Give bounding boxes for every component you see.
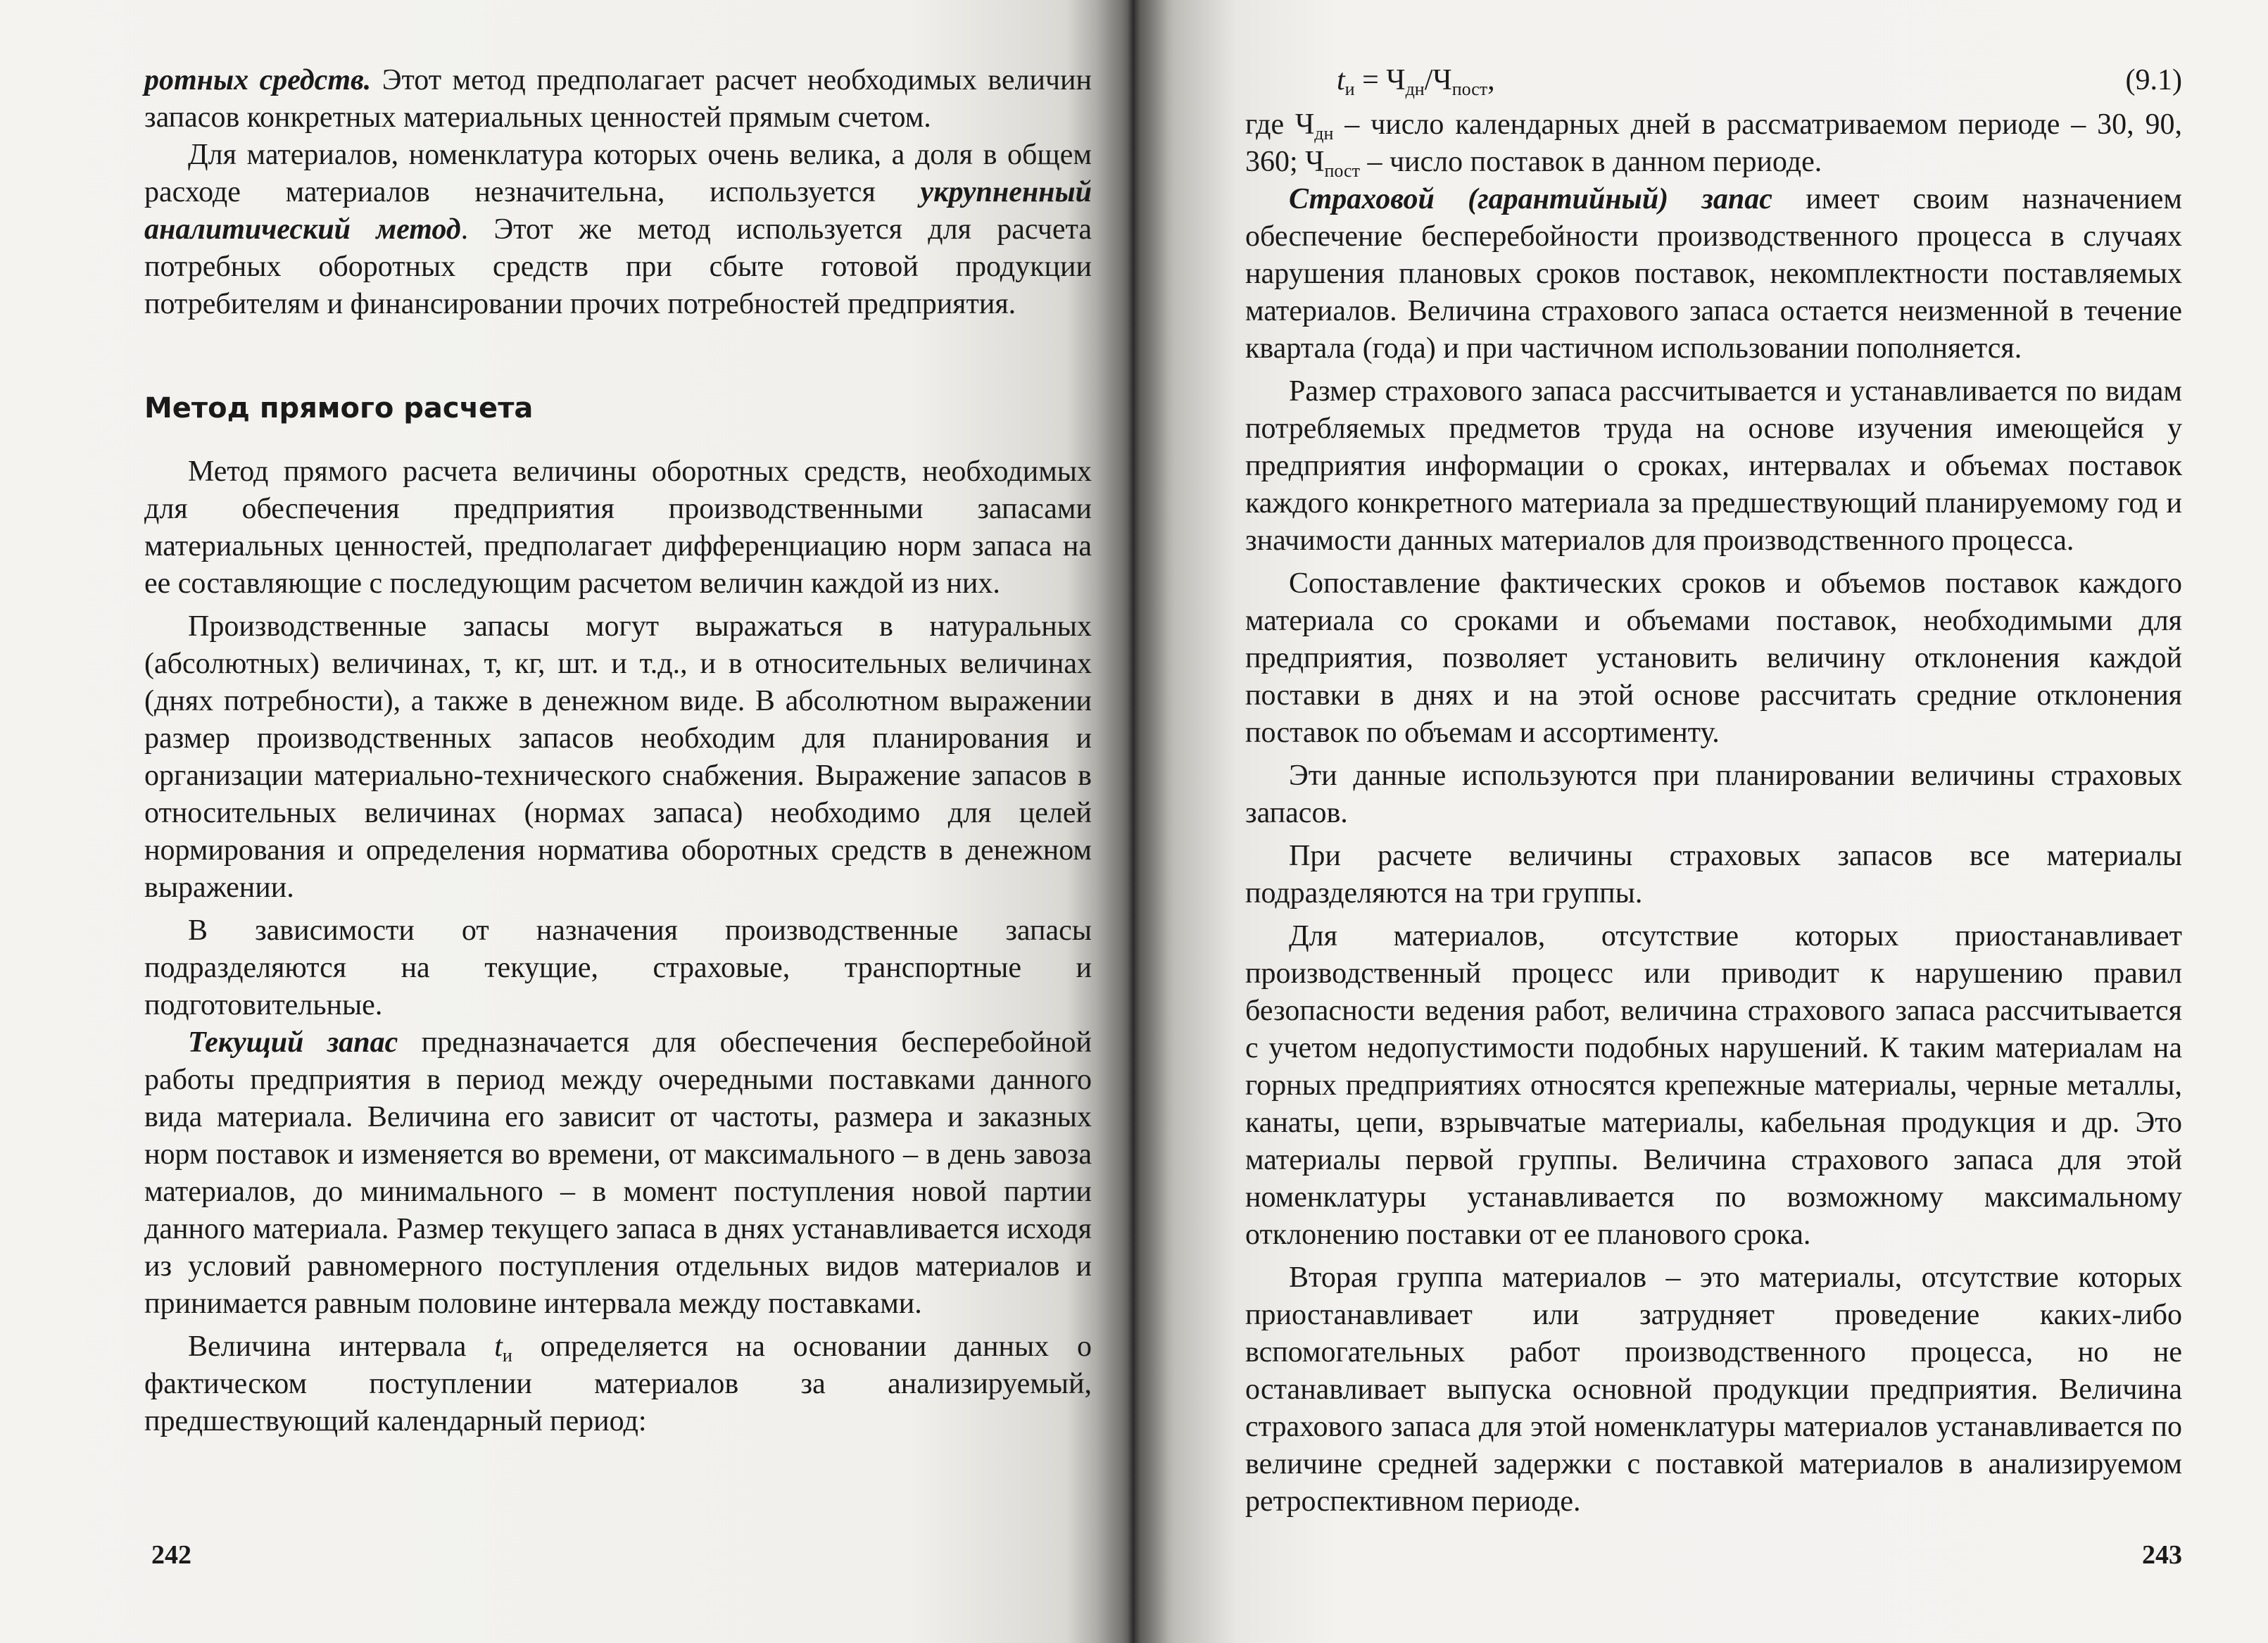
page-number: 243 bbox=[2142, 1540, 2182, 1570]
paragraph-text: предназначается для обеспечения бесперебойной работы предприятия в период между очередными поставками данного вида материала. Величина его зависит от частоты, размера и заказных норм поставок и изменяется во времени, от максимального – в день завоза материалов, до минимального – в момент поступления новой партии данного материала. Размер текущего запаса в днях устанавливается исходя из условий равномерного поступления отдельных видов материалов и принимается равным половине интервала между поставками. bbox=[144, 1026, 1092, 1320]
paragraph bbox=[144, 1024, 1092, 1323]
right-page bbox=[1134, 0, 2268, 1643]
paragraph-text: имеет своим назначением обеспечение бесперебойности производственного процесса в случаях нарушения плановых сроков поставок, некомплектности поставляемых материалов. Величина страхового запаса остается неизменной в течение квартала (года) и при частичном использовании пополняется. bbox=[1245, 183, 2182, 365]
paragraph: Вторая группа материалов – это материалы, отсутствие которых приостанавливает или затрудняет проведение каких-либо вспомогательных работ производственного процесса, но не останавливает выпуска основной продукции предприятия. Величина страхового запаса для этой номенклатуры материалов устанавливается по величине средней задержки с поставкой материалов в анализируемом ретроспективном периоде. bbox=[1245, 1261, 2182, 1518]
section-heading-wrap bbox=[144, 390, 1092, 427]
paragraph: Производственные запасы могут выражаться в натуральных (абсолютных) величинах, т, кг, шт. и т.д., и в относительных величинах (днях потребности), а также в денежном виде. В абсолютном выражении размер производственных запасов необходим для планирования и организации материально-технического снабжения. Выражение запасов в относительных величинах (нормах запаса) необходимо для целей нормирования и определения норматива оборотных средств в денежном выражении. bbox=[144, 610, 1092, 904]
paragraph: Эти данные используются при планировании величины страховых запасов. bbox=[1245, 760, 2182, 829]
italic-term: Текущий запас bbox=[188, 1026, 398, 1059]
paragraph bbox=[1245, 181, 2182, 367]
paragraph: При расчете величины страховых запасов все материалы подразделяются на три группы. bbox=[1245, 840, 2182, 909]
paragraph bbox=[144, 1328, 1092, 1440]
section-heading: Метод прямого расчета bbox=[144, 392, 534, 424]
paragraph: Сопоставление фактических сроков и объемов поставок каждого материала со сроками и объемами поставок, необходимыми для предприятия, позволяет установить величину отклонения каждой поставки в днях и на этой основе рассчитать средние отклонения поставок по объемам и ассортименту. bbox=[1245, 567, 2182, 749]
paragraph bbox=[144, 137, 1092, 323]
paragraph bbox=[144, 62, 1092, 137]
formula-subscript: и bbox=[1344, 79, 1355, 99]
formula-text: = Ч bbox=[1354, 64, 1406, 96]
formula-variable: t bbox=[1337, 64, 1345, 96]
italic-term: укрупненный аналитический метод bbox=[144, 176, 1092, 246]
italic-term: ротных средств. bbox=[144, 64, 372, 96]
paragraph-text: Величина интервала bbox=[188, 1330, 495, 1363]
formula-subscript: дн bbox=[1405, 79, 1425, 99]
formula-line bbox=[1245, 62, 2182, 99]
paragraph-text: где Ч bbox=[1245, 108, 1315, 141]
paragraph bbox=[1245, 106, 2182, 181]
formula-text: , bbox=[1487, 64, 1495, 96]
page-number: 242 bbox=[151, 1540, 191, 1570]
paragraph: Размер страхового запаса рассчитывается и устанавливается по видам потребляемых предметов труда на основе изучения имеющейся у предприятия информации о сроках, интервалах и объемах поставок каждого конкретного материала за предшествующий планируемому год и значимости данных материалов для производственного процесса. bbox=[1245, 375, 2182, 557]
italic-term: Страховой (гарантийный) запас bbox=[1289, 183, 1772, 215]
formula bbox=[1245, 62, 1495, 99]
formula-variable: t bbox=[494, 1330, 503, 1363]
formula-subscript: пост bbox=[1324, 160, 1360, 181]
paragraph-text: Для материалов, номенклатура которых очень велика, а доля в общем расходе материалов незначительна, используется bbox=[144, 139, 1092, 208]
formula-text: /Ч bbox=[1424, 64, 1452, 96]
paragraph-text: определяется на основании данных о фактическом поступлении материалов за анализируемый, предшествующий календарный период: bbox=[144, 1330, 1092, 1437]
paragraph-text: Этот метод предполагает расчет необходимых величин запасов конкретных материальных ценностей прямым счетом. bbox=[144, 64, 1092, 134]
formula-number: (9.1) bbox=[2125, 64, 2182, 96]
paragraph-text: . Этот же метод используется для расчета потребных оборотных средств при сбыте готовой продукции потребителям и финансировании прочих потребностей предприятия. bbox=[144, 213, 1092, 320]
paragraph: В зависимости от назначения производственные запасы подразделяются на текущие, страховые, транспортные и подготовительные. bbox=[144, 914, 1092, 1021]
formula-subscript: и bbox=[502, 1345, 512, 1366]
paragraph: Для материалов, отсутствие которых приостанавливает производственный процесс или приводит к нарушению правил безопасности ведения работ, величина страхового запаса рассчитывается с учетом недопустимости подобных нарушений. К таким материалам на горных предприятиях относятся крепежные материалы, черные металлы, канаты, цепи, взрывчатые материалы, кабельная продукция и др. Это материалы первой группы. Величина страхового запаса для этой номенклатуры устанавливается по возможному максимальному отклонению поставки от ее планового срока. bbox=[1245, 920, 2182, 1251]
formula-subscript: дн bbox=[1314, 123, 1334, 144]
formula-subscript: пост bbox=[1451, 79, 1488, 99]
paragraph-text: – число календарных дней в рассматриваемом периоде – 30, 90, 360; Ч bbox=[1245, 108, 2182, 178]
paragraph-text: – число поставок в данном периоде. bbox=[1359, 146, 1822, 178]
paragraph: Метод прямого расчета величины оборотных средств, необходимых для обеспечения предприятия производственными запасами материальных ценностей, предполагает дифференциацию норм запаса на ее составляющие с последующим расчетом величин каждой из них. bbox=[144, 455, 1092, 600]
